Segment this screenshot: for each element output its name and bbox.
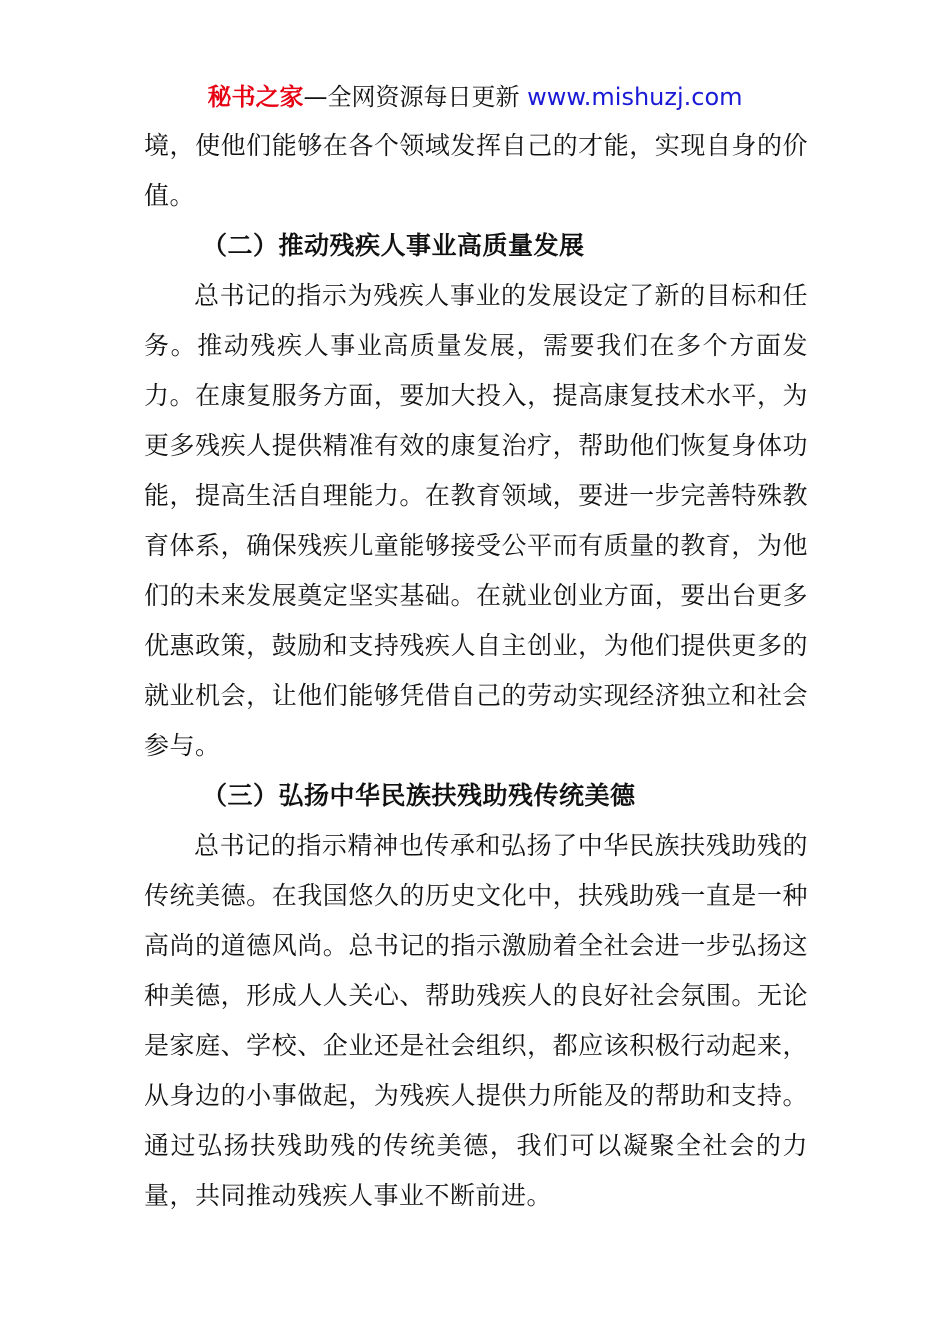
page-header (0, 80, 950, 114)
site-url[interactable]: www.mishuzj.com (527, 83, 743, 111)
section-heading-three: （三）弘扬中华民族扶残助残传统美德 (202, 781, 636, 810)
paragraph-section-two: 总书记的指示为残疾人事业的发展设定了新的目标和任务。推动残疾人事业高质量发展，需要我们在多个方面发力。在康复服务方面，要加大投入，提高康复技术水平，为更多残疾人提供精准有效的康复治疗，帮助他们恢复身体功能，提高生活自理能力。在教育领域，要进一步完善特殊教育体系，确保残疾儿童能够接受公平而有质量的教育，为他们的未来发展奠定坚实基础。在就业创业方面，要出台更多优惠政策，鼓励和支持残疾人自主创业，为他们提供更多的就业机会，让他们能够凭借自己的劳动实现经济独立和社会参与。 (144, 281, 808, 760)
section-heading-two: （二）推动残疾人事业高质量发展 (202, 231, 585, 260)
brand-name: 秘书之家 (207, 83, 304, 111)
paragraph-continuation: 境，使他们能够在各个领域发挥自己的才能，实现自身的价值。 (144, 131, 808, 210)
document-body (144, 121, 808, 1221)
paragraph-section-three: 总书记的指示精神也传承和弘扬了中华民族扶残助残的传统美德。在我国悠久的历史文化中，扶残助残一直是一种高尚的道德风尚。总书记的指示激励着全社会进一步弘扬这种美德，形成人人关心、帮助残疾人的良好社会氛围。无论是家庭、学校、企业还是社会组织，都应该积极行动起来，从身边的小事做起，为残疾人提供力所能及的帮助和支持。通过弘扬扶残助残的传统美德，我们可以凝聚全社会的力量，共同推动残疾人事业不断前进。 (144, 831, 808, 1210)
header-tagline: —全网资源每日更新 (303, 83, 528, 111)
